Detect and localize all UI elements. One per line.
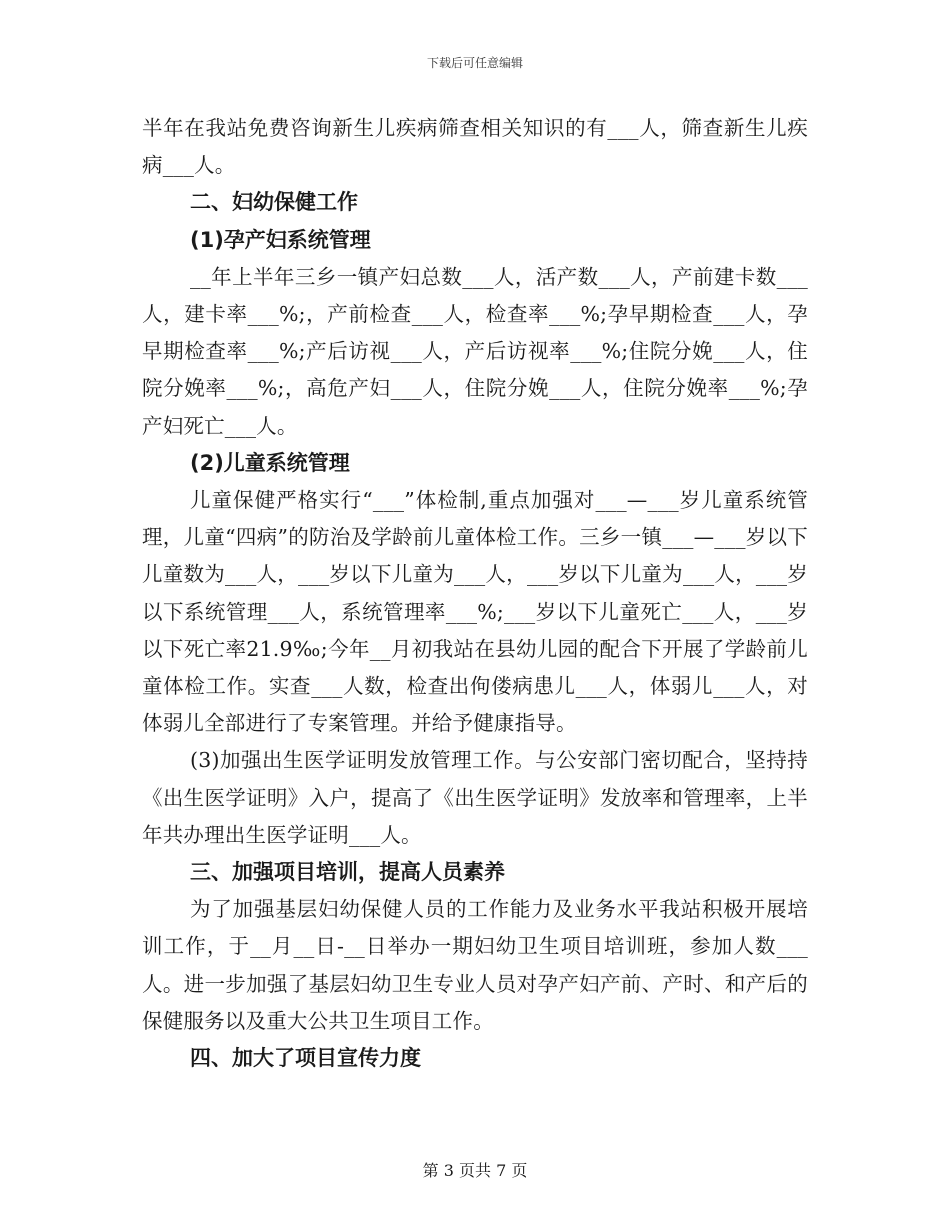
section-heading-project-training: 三、加强项目培训，提高人员素养: [190, 860, 505, 885]
section-heading-project-publicity: 四、加大了项目宣传力度: [190, 1046, 421, 1071]
section-heading-maternal-child-health: 二、妇幼保健工作: [190, 190, 358, 215]
paragraph-birth-certificate: (3)加强出生医学证明发放管理工作。与公安部门密切配合，坚持持《出生医学证明》入户，提高了《出生医学证明》发放率和管理率，上半年共办理出生医学证明___人。: [142, 748, 808, 847]
paragraph-project-training: 为了加强基层妇幼保健人员的工作能力及业务水平我站积极开展培训工作，于__月__日-__日举办一期妇幼卫生项目培训班，参加人数___人。进一步加强了基层妇幼卫生专业人员对孕产妇产前、产时、和产后的保健服务以及重大公共卫生项目工作。: [142, 897, 808, 1033]
subheading-maternal-management: (1)孕产妇系统管理: [190, 227, 371, 252]
paragraph-child-management: 儿童保健严格实行“___”体检制,重点加强对___—___岁儿童系统管理，儿童“四病”的防治及学龄前儿童体检工作。三乡一镇___—___岁以下儿童数为___人，___岁以下儿童为___人，___岁以下儿童为___人，___岁以下系统管理___人，系统管理率___%;___岁以下儿童死亡___人，___岁以下死亡率21.9‰;今年__月初我站在县幼儿园的配合下开展了学龄前儿童体检工作。实查___人数，检查出佝偻病患儿___人，体弱儿___人，对体弱儿全部进行了专案管理。并给予健康指导。: [142, 488, 808, 736]
paragraph-maternal-management: __年上半年三乡一镇产妇总数___人，活产数___人，产前建卡数___人，建卡率___%;，产前检查___人，检查率___%;孕早期检查___人，孕早期检查率___%;产后访视___人，产后访视率___%;住院分娩___人，住院分娩率___%;，高危产妇___人，住院分娩___人，住院分娩率___%;孕产妇死亡___人。: [142, 264, 808, 438]
subheading-child-management: (2)儿童系统管理: [190, 450, 350, 475]
page-number: 第 3 页共 7 页: [422, 1161, 528, 1180]
paragraph-screening-summary: 半年在我站免费咨询新生儿疾病筛查相关知识的有___人，筛查新生儿疾病___人。: [142, 116, 808, 178]
header-note: 下载后可任意编辑: [426, 56, 523, 70]
document-body: [142, 110, 808, 1077]
